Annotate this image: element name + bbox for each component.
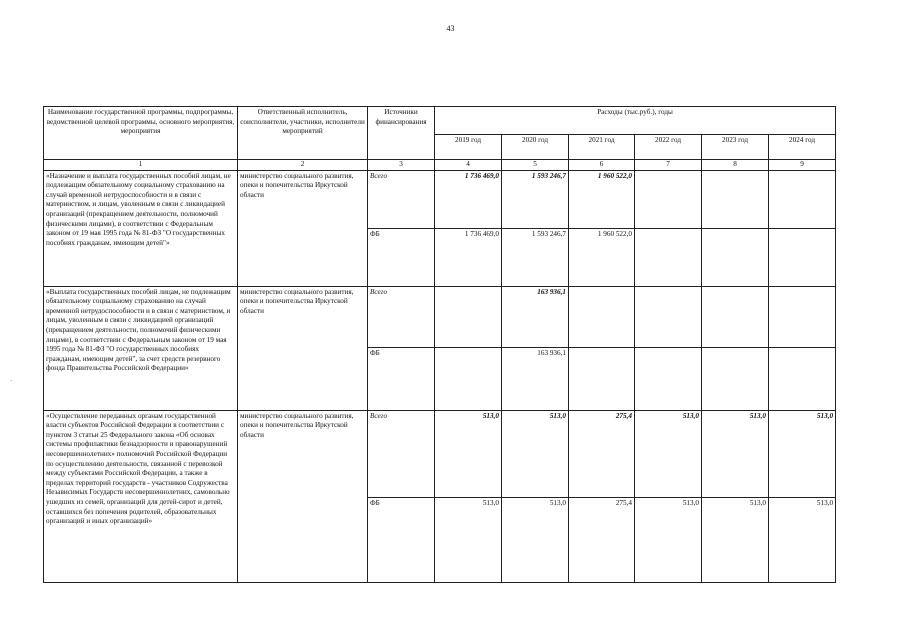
column-number: 7 [635,160,702,171]
source-total-label: Всего [368,170,435,228]
column-number: 8 [702,160,769,171]
total-value: 1 736 469,0 [435,170,502,228]
program-name: «Осуществление переданных органам государственной власти субъектов Российской Федерации в соответствии с пунктом 3 статьи 25 Федерального закона «Об основах системы профилактики безнадзорности и правонарушений несовершеннолетних» полномочий Российской Федерации по осуществлению деятельности, связанной с перевозкой между субъектами Российской Федерации, а также в пределах территорий государств - участников Содружества Независимых Государств несовершеннолетних, самовольно ушедших из семей, организаций для детей-сирот и детей, оставшихся без попечения родителей, образовательных организаций и иных организаций» [44,410,238,582]
fb-value: 275,4 [569,497,635,582]
total-value [702,286,769,347]
margin-mark: · [10,377,13,385]
column-number: 2 [238,160,368,171]
total-value [702,170,769,228]
program-name: «Выплата государственных пособий лицам, не подлежащим обязательному социальному страхованию на случай временной нетрудоспособности и в связи с материнством, и лицам, уволенным в связи с ликвидацией организаций (прекращением деятельности, полномочий физическими лицами), в соответствии с Федеральным законом от 19 мая 1995 года № 81-ФЗ "О государственных пособиях гражданам, имеющим детей", за счет средств резервного фонда Правительства Российской Федерации» [44,286,238,410]
header-year-2019: 2019 год [435,135,502,160]
header-year-2023: 2023 год [702,135,769,160]
executor-name: министерство социального развития, опеки и попечительства Иркутской области [238,170,368,286]
executor-name: министерство социального развития, опеки и попечительства Иркутской области [238,286,368,410]
header-year-2022: 2022 год [635,135,702,160]
total-value: 513,0 [635,410,702,497]
total-value [635,286,702,347]
total-value [569,286,635,347]
total-value [435,286,502,347]
header-year-2024: 2024 год [769,135,836,160]
program-name: «Назначение и выплата государственных пособий лицам, не подлежащим обязательному социальному страхованию на случай временной нетрудоспособности и в связи с материнством, и лицам, уволенным в связи с ликвидацией организаций (прекращением деятельности, полномочий физическими лицами), в соответствии с Федеральным законом от 19 мая 1995 года № 81-ФЗ "О государственных пособиях гражданам, имеющим детей"» [44,170,238,286]
source-total-label: Всего [368,410,435,497]
table-row [44,286,836,347]
column-number: 6 [569,160,635,171]
header-expenses: Расходы (тыс.руб.), годы [435,107,836,135]
fb-value [702,347,769,410]
executor-name: министерство социального развития, опеки и попечительства Иркутской области [238,410,368,582]
column-number: 4 [435,160,502,171]
fb-value: 513,0 [702,497,769,582]
source-total-label: Всего [368,286,435,347]
total-value: 275,4 [569,410,635,497]
column-number: 5 [502,160,569,171]
column-number: 9 [769,160,836,171]
fb-value [569,347,635,410]
fb-value: 1 593 246,7 [502,228,569,286]
page-number: 43 [446,24,455,33]
total-value [769,170,836,228]
fb-value: 163 936,1 [502,347,569,410]
fb-value [769,347,836,410]
fb-value: 1 736 469,0 [435,228,502,286]
total-value [635,170,702,228]
header-source: Источники финансирования [368,107,435,160]
fb-value: 513,0 [769,497,836,582]
total-value [769,286,836,347]
fb-value [435,347,502,410]
fb-value [702,228,769,286]
fb-value: 513,0 [635,497,702,582]
table-row [44,170,836,228]
column-number: 1 [44,160,238,171]
header-name: Наименование государственной программы, подпрограммы, ведомственной целевой программы, основного мероприятия, мероприятия [44,107,238,160]
total-value: 1 593 246,7 [502,170,569,228]
total-value: 513,0 [769,410,836,497]
fb-value: 513,0 [435,497,502,582]
budget-table [43,106,836,583]
column-number: 3 [368,160,435,171]
total-value: 163 936,1 [502,286,569,347]
fb-value [635,347,702,410]
source-fb-label: ФБ [368,497,435,582]
fb-value [635,228,702,286]
fb-value: 1 960 522,0 [569,228,635,286]
total-value: 513,0 [702,410,769,497]
fb-value [769,228,836,286]
header-year-2021: 2021 год [569,135,635,160]
source-fb-label: ФБ [368,228,435,286]
total-value: 513,0 [435,410,502,497]
table-row [44,410,836,497]
total-value: 513,0 [502,410,569,497]
source-fb-label: ФБ [368,347,435,410]
header-year-2020: 2020 год [502,135,569,160]
header-executor: Ответственный исполнитель, соисполнители, участники, исполнители мероприятий [238,107,368,160]
total-value: 1 960 522,0 [569,170,635,228]
fb-value: 513,0 [502,497,569,582]
